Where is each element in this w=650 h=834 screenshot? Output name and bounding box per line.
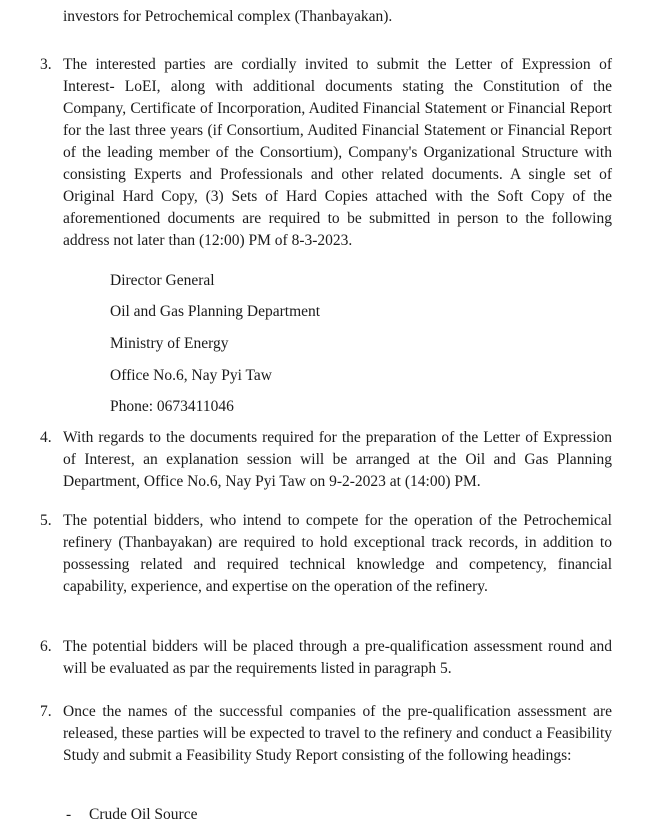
paragraph-number: 4. — [40, 429, 52, 446]
address-line-1: Director General — [110, 272, 215, 289]
address-line-5: Phone: 0673411046 — [110, 398, 234, 415]
paragraph-text: The interested parties are cordially invited to submit the Letter of Expression of Interest- LoEI, along with additional documents stating the Constitution of the Company, Certificate of Incorporation, Audited Financial Statement or Financial Report for the last three years (if Consortium, Audited Financial Statement or Financial Report of the leading member of the Consortium), Company's Organizational Structure with consisting Experts and Professionals and other related documents. A single set of Original Hard Copy, (3) Sets of Hard Copies attached with the Soft Copy of the aforementioned documents are required to be submitted in person to the following address not later than (12:00) PM of 8-3-2023. — [63, 56, 612, 249]
paragraph-text: The potential bidders, who intend to compete for the operation of the Petrochemical refinery (Thanbayakan) are required to hold exceptional track records, in addition to possessing related and required technical knowledge and competency, financial capability, experience, and expertise on the operation of the refinery. — [63, 512, 612, 595]
paragraph-number: 7. — [40, 703, 52, 720]
address-line-2: Oil and Gas Planning Department — [110, 303, 321, 320]
intro-line: investors for Petrochemical complex (Thanbayakan). — [63, 8, 393, 25]
paragraph-text: Once the names of the successful companies of the pre-qualification assessment are released, these parties will be expected to travel to the refinery and conduct a Feasibility Study and submit a Feasibility Study Report consisting of the following headings: — [63, 703, 612, 764]
paragraph-text: With regards to the documents required for the preparation of the Letter of Expression of Interest, an explanation session will be arranged at the Oil and Gas Planning Department, Office No.6, Nay Pyi Taw on 9-2-2023 at (14:00) PM. — [63, 429, 612, 490]
bullet-marker: - — [66, 806, 72, 823]
address-line-3: Ministry of Energy — [110, 335, 229, 352]
paragraph-number: 5. — [40, 512, 52, 529]
address-line-4: Office No.6, Nay Pyi Taw — [110, 367, 272, 384]
bullet-item-crude-oil-source: Crude Oil Source — [89, 806, 198, 823]
paragraph-number: 3. — [40, 56, 52, 73]
paragraph-number: 6. — [40, 638, 52, 655]
paragraph-text: The potential bidders will be placed through a pre-qualification assessment round and will be evaluated as par the requirements listed in paragraph 5. — [63, 638, 612, 677]
